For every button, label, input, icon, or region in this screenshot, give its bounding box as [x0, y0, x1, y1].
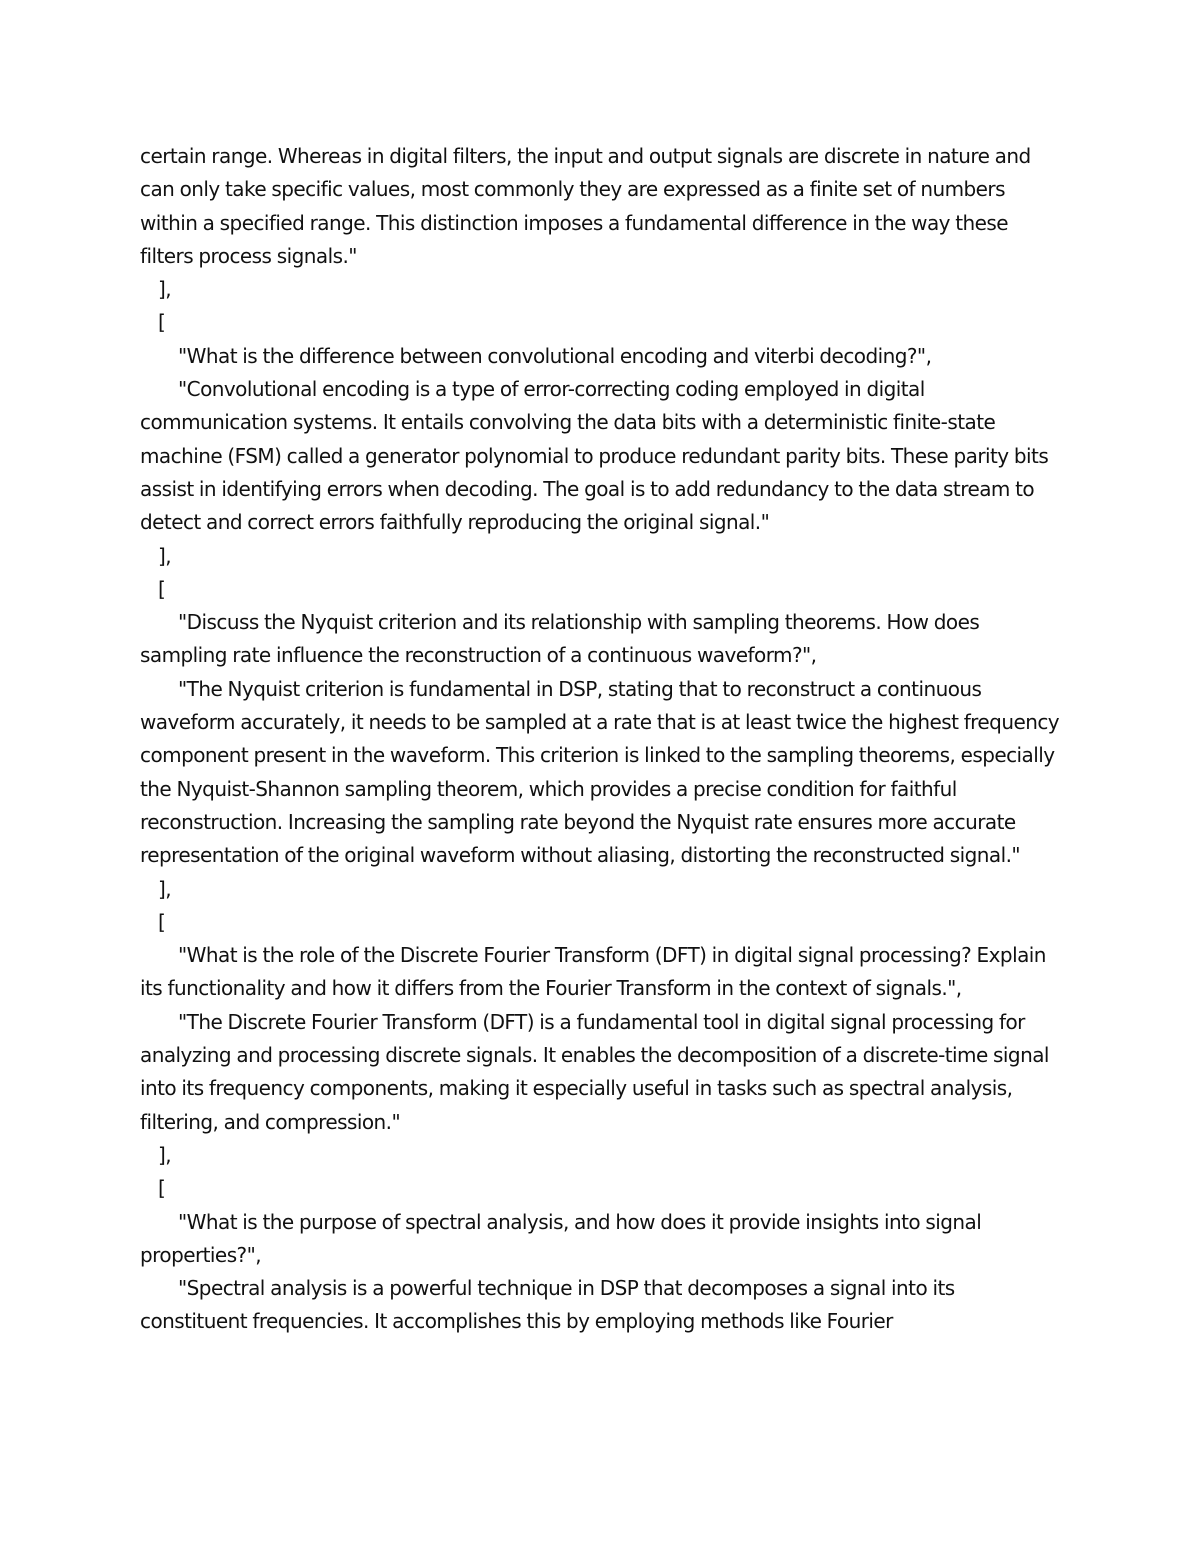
opening-bracket: [ [158, 1176, 166, 1201]
closing-bracket: ], [158, 543, 172, 568]
question-nyquist-criterion: "Discuss the Nyquist criterion and its relationship with sampling theorems. How does sampling rate influence the reconstruction of a continuous waveform?", [140, 610, 980, 668]
answer-dft-role: "The Discrete Fourier Transform (DFT) is a fundamental tool in digital signal processing for analyzing and processing discrete signals. It enables the decomposition of a discrete-time signal into its frequency components, making it especially useful in tasks such as spectral analysis, filtering, and compression." [140, 1009, 1049, 1134]
question-dft-role: "What is the role of the Discrete Fourier Transform (DFT) in digital signal processing? Explain its functionality and how it differs from the Fourier Transform in the context of signals.", [140, 943, 1046, 1001]
opening-bracket: [ [158, 576, 166, 601]
closing-bracket: ], [158, 876, 172, 901]
closing-bracket: ], [158, 1142, 172, 1167]
question-convolutional-encoding: "What is the difference between convolutional encoding and viterbi decoding?", [178, 343, 932, 368]
document-body [140, 140, 1060, 1339]
answer-convolutional-encoding: "Convolutional encoding is a type of error-correcting coding employed in digital communication systems. It entails convolving the data bits with a deterministic finite-state machine (FSM) called a generator polynomial to produce redundant parity bits. These parity bits assist in identifying errors when decoding. The goal is to add redundancy to the data stream to detect and correct errors faithfully reproducing the original signal." [140, 377, 1049, 535]
answer-spectral-analysis: "Spectral analysis is a powerful technique in DSP that decomposes a signal into its constituent frequencies. It accomplishes this by employing methods like Fourier [140, 1276, 955, 1334]
question-spectral-analysis: "What is the purpose of spectral analysis, and how does it provide insights into signal properties?", [140, 1209, 982, 1267]
opening-bracket: [ [158, 310, 166, 335]
paragraph-filters-continuation: certain range. Whereas in digital filters, the input and output signals are discrete in nature and can only take specific values, most commonly they are expressed as a finite set of numbers within a specified range. This distinction imposes a fundamental difference in the way these filters process signals." [140, 144, 1031, 268]
closing-bracket: ], [158, 277, 172, 302]
answer-nyquist-criterion: "The Nyquist criterion is fundamental in DSP, stating that to reconstruct a continuous waveform accurately, it needs to be sampled at a rate that is at least twice the highest frequency component present in the waveform. This criterion is linked to the sampling theorems, especially the Nyquist-Shannon sampling theorem, which provides a precise condition for faithful reconstruction. Increasing the sampling rate beyond the Nyquist rate ensures more accurate representation of the original waveform without aliasing, distorting the reconstructed signal." [140, 676, 1060, 868]
opening-bracket: [ [158, 909, 166, 934]
